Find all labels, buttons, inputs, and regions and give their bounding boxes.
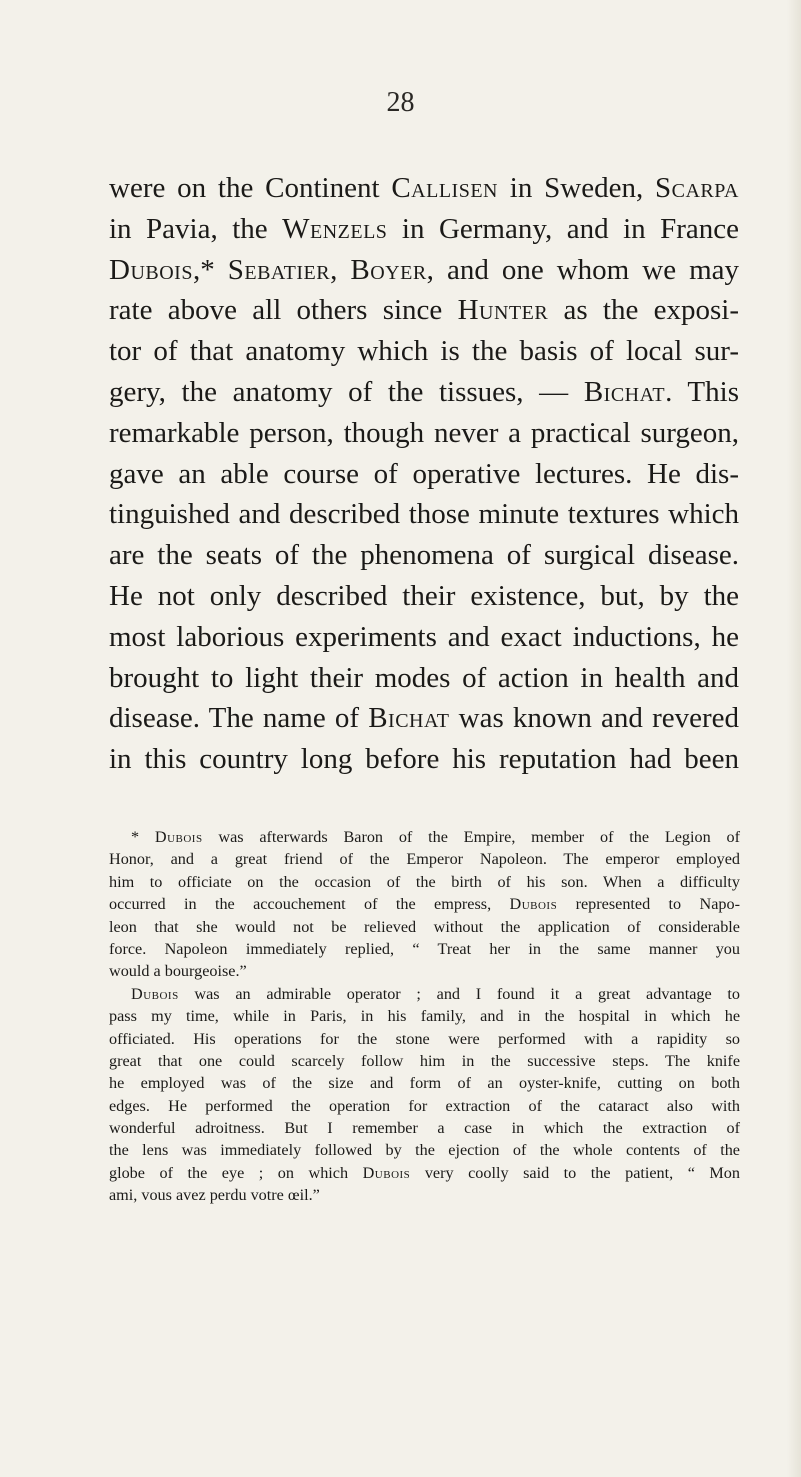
text-run: remarkable person, though never a practical surgeon,: [109, 416, 739, 449]
small-caps-name: Hunter: [457, 294, 549, 327]
footnote-line: [109, 1005, 740, 1027]
text-run: was known and revered: [449, 702, 739, 735]
text-run: him to officiate on the occasion of the birth of his son. When a difficulty: [109, 872, 740, 891]
text-run: leon that she would not be relieved without the application of considerable: [109, 917, 740, 936]
text-run: gery, the anatomy of the tissues, —: [109, 375, 584, 408]
footnote-line: [109, 871, 740, 893]
footnote-line: [109, 1139, 740, 1161]
page-number: 28: [386, 87, 415, 118]
footnote-line: [109, 848, 740, 870]
text-line: [109, 290, 739, 331]
text-run: are the seats of the phenomena of surgical disease.: [109, 539, 739, 572]
text-run: very coolly said to the patient, “ Mon: [410, 1163, 740, 1182]
text-run: in Pavia, the: [109, 212, 283, 245]
footnote-line: [109, 1028, 740, 1050]
text-line: [109, 494, 739, 535]
footnote-line: [109, 1184, 740, 1206]
text-run: wonderful adroitness. But I remember a case in which the extraction of: [109, 1119, 740, 1138]
footnote-line: [109, 960, 740, 982]
text-run: occurred in the accouchement of the empress,: [109, 895, 510, 914]
text-line: [109, 209, 739, 250]
text-line: [109, 413, 739, 454]
text-line: [109, 739, 739, 780]
page-edge-shadow: [787, 0, 801, 1477]
text-run: ,*: [192, 253, 228, 286]
text-run: tinguished and described those minute textures which: [109, 498, 739, 531]
small-caps-name: Scarpa: [655, 172, 739, 204]
text-run: rate above all others since: [109, 294, 458, 327]
text-run: was an admirable operator ; and I found it a great advantage to: [178, 984, 740, 1003]
text-run: pass my time, while in Paris, in his family, and in the hospital in which he: [109, 1007, 740, 1026]
text-run: gave an able course of operative lectures. He dis-: [109, 457, 739, 490]
text-run: ami, vous avez perdu votre œil.”: [109, 1186, 320, 1205]
small-caps-name: Boyer: [350, 253, 427, 286]
text-line: [109, 331, 739, 372]
small-caps-name: Wenzels: [282, 212, 388, 245]
text-run: He not only described their existence, but, by the: [109, 579, 739, 612]
text-run: in this country long before his reputation had been: [109, 743, 739, 776]
small-caps-name: Bichat: [368, 702, 450, 735]
text-run: represented to Napo-: [557, 895, 740, 914]
footnote-line: [109, 1162, 740, 1184]
text-line: [109, 658, 739, 699]
text-line: [109, 454, 739, 495]
text-run: the lens was immediately followed by the ejection of the whole contents of the: [109, 1141, 740, 1160]
footnote-line: [109, 1050, 740, 1072]
small-caps-name: Sebatier: [227, 253, 331, 286]
text-line: [109, 168, 739, 209]
text-run: . This: [665, 375, 739, 408]
body-text: [109, 168, 739, 780]
text-run: edges. He performed the operation for extraction of the cataract also with: [109, 1096, 740, 1115]
small-caps-name: Dubois: [362, 1163, 411, 1182]
small-caps-name: Dubois: [154, 828, 203, 846]
footnote-line: [109, 916, 740, 938]
text-run: disease. The name of: [109, 702, 369, 735]
footnote: [109, 826, 740, 1207]
footnote-line: [109, 893, 740, 915]
text-run: was afterwards Baron of the Empire, member of the Legion of: [202, 828, 740, 846]
text-run: as the exposi-: [548, 294, 739, 327]
small-caps-name: Dubois: [109, 253, 193, 286]
footnote-line: [109, 826, 740, 848]
text-run: tor of that anatomy which is the basis of local sur-: [109, 335, 739, 368]
text-run: officiated. His operations for the stone were performed with a rapidity so: [109, 1029, 740, 1048]
text-run: most laborious experiments and exact inductions, he: [109, 620, 739, 653]
footnote-line: [109, 1095, 740, 1117]
text-line: [109, 698, 739, 739]
text-run: would a bourgeoise.”: [109, 962, 247, 981]
text-run: great that one could scarcely follow him in the successive steps. The knife: [109, 1051, 740, 1070]
text-line: [109, 535, 739, 576]
text-line: [109, 617, 739, 658]
small-caps-name: Bichat: [583, 375, 666, 408]
text-line: [109, 576, 739, 617]
text-run: , and one whom we may: [426, 253, 740, 286]
text-run: *: [131, 828, 155, 846]
small-caps-name: Callisen: [391, 172, 498, 204]
text-run: ,: [330, 253, 351, 286]
text-run: brought to light their modes of action in health and: [109, 661, 739, 694]
text-run: force. Napoleon immediately replied, “ Treat her in the same manner you: [109, 939, 740, 958]
small-caps-name: Dubois: [131, 984, 179, 1003]
footnote-line: [109, 1072, 740, 1094]
text-run: in Germany, and in France: [387, 212, 740, 245]
text-line: [109, 250, 739, 291]
text-run: he employed was of the size and form of an oyster-knife, cutting on both: [109, 1074, 740, 1093]
small-caps-name: Dubois: [509, 895, 558, 914]
footnote-line: [109, 983, 740, 1005]
text-run: were on the Continent: [109, 172, 392, 204]
text-run: in Sweden,: [498, 172, 655, 204]
text-run: Honor, and a great friend of the Emperor Napoleon. The emperor employed: [109, 850, 740, 869]
text-line: [109, 372, 739, 413]
text-run: globe of the eye ; on which: [109, 1163, 363, 1182]
footnote-line: [109, 938, 740, 960]
footnote-line: [109, 1117, 740, 1139]
